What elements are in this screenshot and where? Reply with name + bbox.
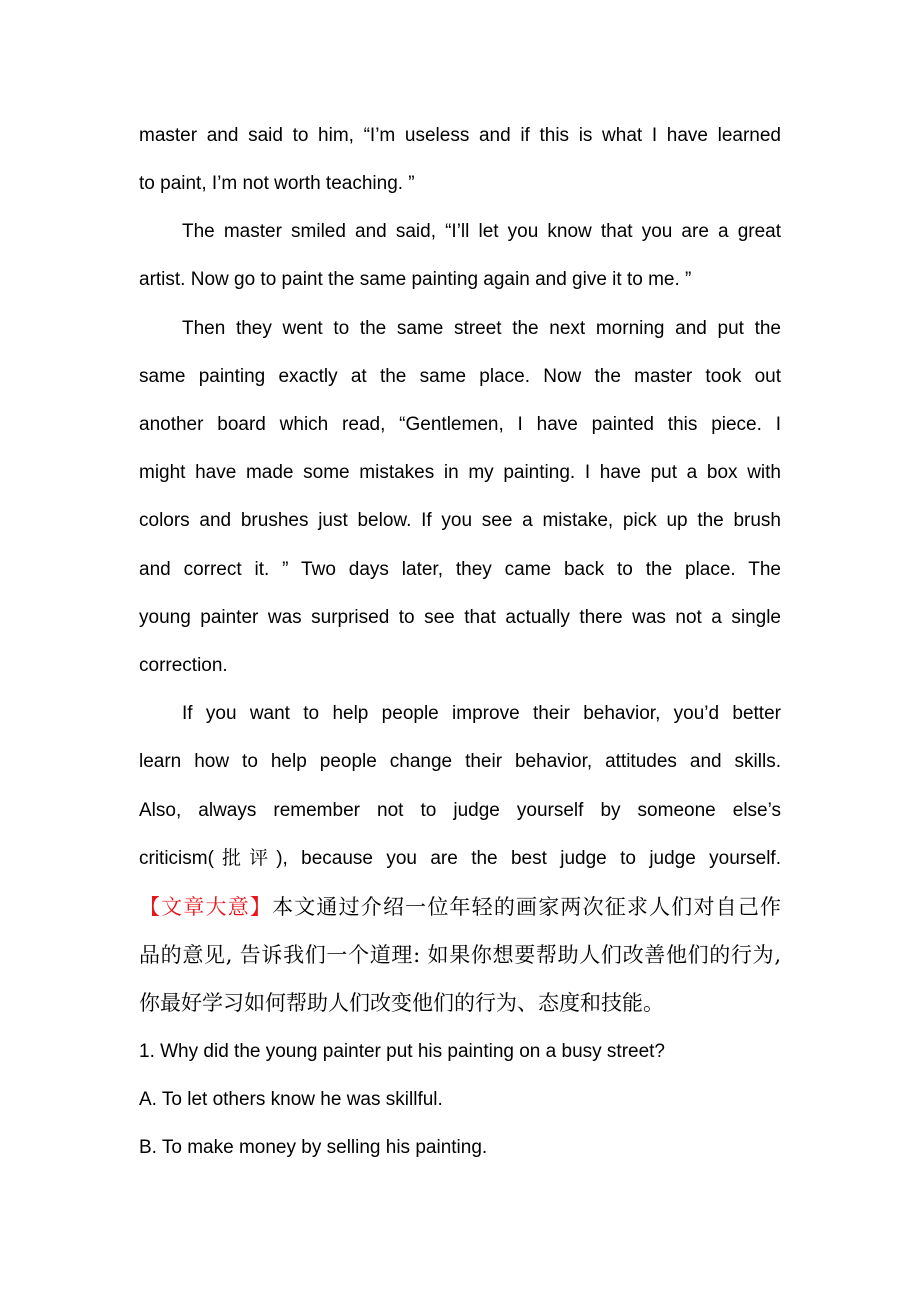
passage-line: Also, always remember not to judge yourself by someone else’s xyxy=(139,800,781,821)
summary-line: 你最好学习如何帮助人们改变他们的行为、态度和技能。 xyxy=(139,991,664,1015)
option-b: B. To make money by selling his painting. xyxy=(139,1137,488,1158)
passage-line: criticism(批评), because you are the best judge to judge yourself. xyxy=(139,848,781,869)
summary-label: 【文章大意】 xyxy=(139,895,273,919)
passage-line: master and said to him, “I’m useless and if this is what I have learned xyxy=(139,125,781,146)
passage-line: Then they went to the same street the next morning and put the xyxy=(182,318,781,339)
summary-text: 本文通过介绍一位年轻的画家两次征求人们对自己作 xyxy=(272,895,782,919)
summary-line: 品的意见, 告诉我们一个道理: 如果你想要帮助人们改善他们的行为, xyxy=(139,943,781,967)
passage-line: to paint, I’m not worth teaching. ” xyxy=(139,173,415,194)
passage-line: same painting exactly at the same place. Now the master took out xyxy=(139,366,781,387)
question-text: 1. Why did the young painter put his painting on a busy street? xyxy=(139,1041,665,1062)
passage-line: and correct it. ” Two days later, they came back to the place. The xyxy=(139,559,781,580)
passage-line: colors and brushes just below. If you see a mistake, pick up the brush xyxy=(139,510,781,531)
summary-line xyxy=(139,892,781,922)
passage-line: The master smiled and said, “I’ll let you know that you are a great xyxy=(182,221,781,242)
passage-line: another board which read, “Gentlemen, I have painted this piece. I xyxy=(139,414,781,435)
passage-line: learn how to help people change their behavior, attitudes and skills. xyxy=(139,751,781,772)
passage-line: young painter was surprised to see that actually there was not a single xyxy=(139,607,781,628)
option-a: A. To let others know he was skillful. xyxy=(139,1089,443,1110)
passage-line: If you want to help people improve their behavior, you’d better xyxy=(182,703,781,724)
passage-line: might have made some mistakes in my painting. I have put a box with xyxy=(139,462,781,483)
passage-line: correction. xyxy=(139,655,228,676)
passage-line: artist. Now go to paint the same painting again and give it to me. ” xyxy=(139,269,692,290)
